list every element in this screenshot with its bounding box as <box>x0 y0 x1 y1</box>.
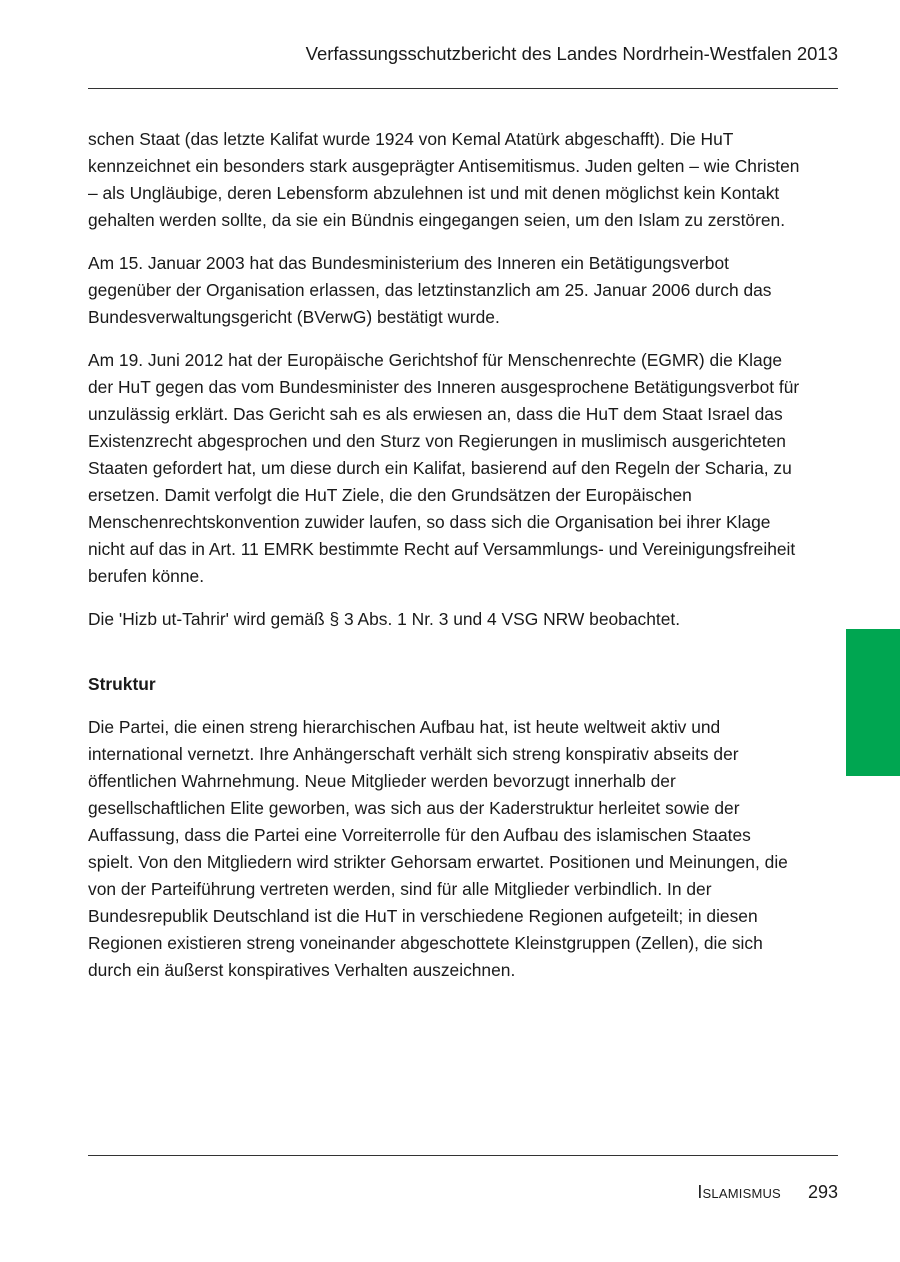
paragraph-struktur: Die Partei, die einen streng hierarchischen Aufbau hat, ist heute weltweit aktiv und international vernetzt. Ihre Anhängerschaft verhält sich streng konspirativ abseits der öffentlichen Wahrnehmung. Neue Mitglieder werden bevorzugt innerhalb der gesellschaftlichen Elite geworben, was sich aus der Kaderstruktur herleitet sowie der Auffassung, dass die Partei eine Vorreiterrolle für den Aufbau des islamischen Staates spielt. Von den Mitgliedern wird strikter Gehorsam erwartet. Positionen und Meinungen, die von der Parteiführung vertreten werden, sind für alle Mitglieder verbindlich. In der Bundesrepublik Deutschland ist die HuT in verschiedene Regionen aufgeteilt; in diesen Regionen existieren streng voneinander abgeschottete Kleinstgruppen (Zellen), die sich durch ein äußerst konspiratives Verhalten auszeichnen. <box>88 717 788 980</box>
footer-section-title: Islamismus <box>697 1182 781 1202</box>
paragraph-egmr: Am 19. Juni 2012 hat der Europäische Gerichtshof für Menschenrechte (EGMR) die Klage der HuT gegen das vom Bundesminister des Inneren ausgesprochene Betätigungsverbot für unzulässig erklärt. Das Gericht sah es als erwiesen an, dass die HuT dem Staat Israel das Existenzrecht abgesprochen und den Sturz von Regierungen in muslimisch ausgerichteten Staaten gefordert hat, um diese durch ein Kalifat, basierend auf den Regeln der Scharia, zu ersetzen. Damit verfolgt die HuT Ziele, die den Grundsätzen der Europäischen Menschenrechtskonvention zuwider laufen, so dass sich die Organisation bei ihrer Klage nicht auf das in Art. 11 EMRK bestimmte Recht auf Versammlungs- und Vereinigungsfreiheit berufen könne. <box>88 350 800 586</box>
running-footer <box>697 1180 838 1204</box>
footer-divider <box>88 1155 838 1156</box>
chapter-tab-marker <box>846 629 900 776</box>
running-header: Verfassungsschutzbericht des Landes Nordrhein-Westfalen 2013 <box>305 43 838 64</box>
section-heading-struktur: Struktur <box>88 674 156 694</box>
paragraph-betaetigungsverbot: Am 15. Januar 2003 hat das Bundesministerium des Inneren ein Betätigungsverbot gegenüber der Organisation erlassen, das letztinstanzlich am 25. Januar 2006 durch das Bundesverwaltungsgericht (BVerwG) bestätigt wurde. <box>88 253 772 327</box>
paragraph-beobachtung: Die 'Hizb ut-Tahrir' wird gemäß § 3 Abs. 1 Nr. 3 und 4 VSG NRW beobachtet. <box>88 609 681 629</box>
paragraph-kalifat: schen Staat (das letzte Kalifat wurde 1924 von Kemal Atatürk abgeschafft). Die HuT kennzeichnet ein besonders stark ausgeprägter Antisemitismus. Juden gelten – wie Christen – als Ungläubige, deren Lebensform abzulehnen ist und mit denen möglichst kein Kontakt gehalten werden sollte, da sie ein Bündnis eingegangen seien, um den Islam zu zerstören. <box>88 129 800 230</box>
header-divider <box>88 88 838 89</box>
main-text <box>88 126 800 1000</box>
page-number: 293 <box>807 1182 838 1202</box>
